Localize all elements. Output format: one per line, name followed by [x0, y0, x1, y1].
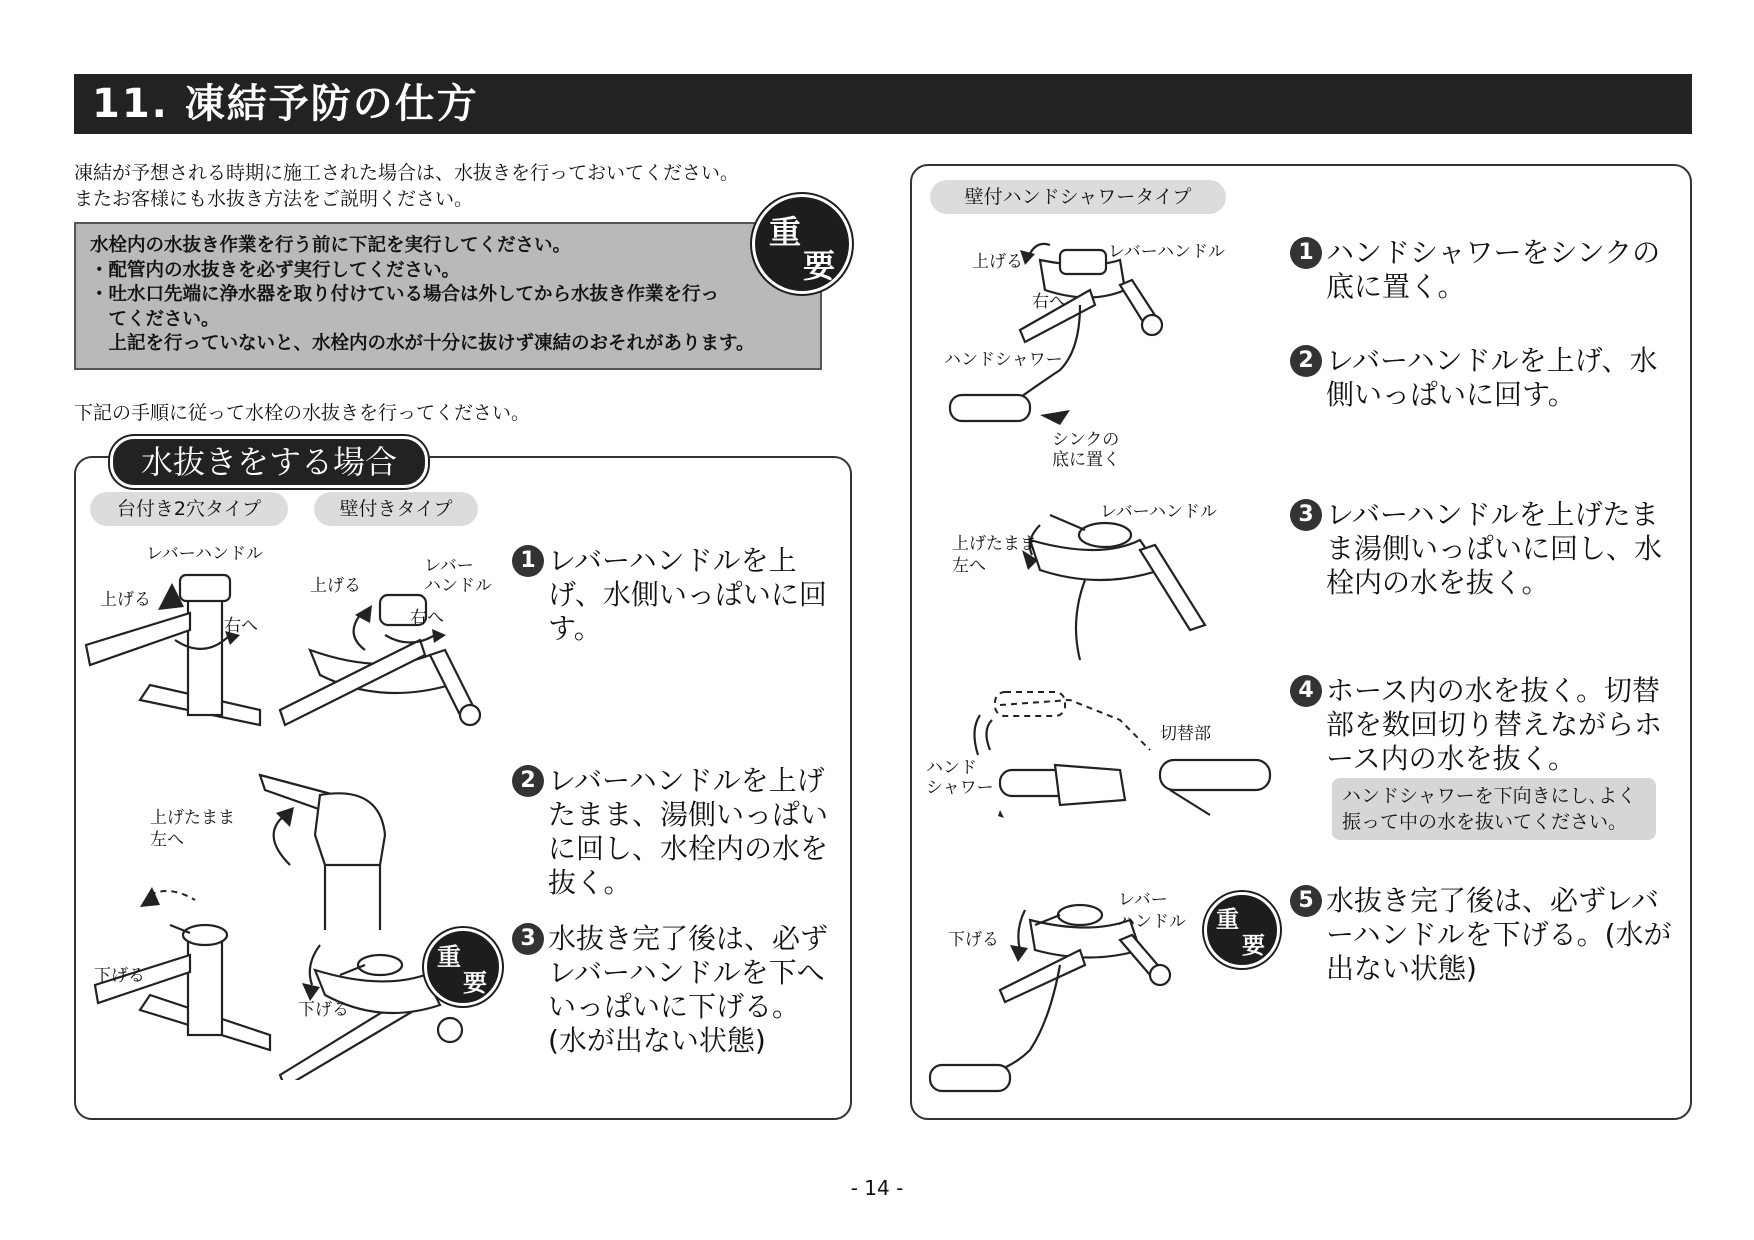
page-title: 11. 凍結予防の仕方 [74, 74, 1692, 134]
left-step-1 [512, 544, 842, 646]
warning-line-4: てください。 [90, 308, 220, 330]
step-number: 2 [1290, 345, 1322, 377]
r-label-lever: レバー [1118, 890, 1168, 910]
important-badge [752, 194, 852, 294]
label-raise-keep: 上げたまま [150, 808, 235, 828]
step-text: 水抜き完了後は、必ずレバーハンドルを下げる。(水が出ない状態) [1326, 884, 1672, 985]
step-number: 3 [1290, 499, 1322, 531]
label-lower: 下げる [94, 966, 145, 986]
right-step-2 [1290, 344, 1680, 412]
r-label-sink-bottom-2: 底に置く [1052, 450, 1120, 470]
step-number: 4 [1290, 675, 1322, 707]
badge-right-char-2: 要 [1242, 933, 1265, 959]
badge-left-char-1: 重 [437, 943, 461, 971]
wall-faucet-illustration-1 [280, 595, 480, 725]
intro-line-2: またお客様にも水抜き方法をご説明ください。 [74, 188, 474, 210]
right-step-1 [1290, 236, 1680, 304]
r-label-handle: ハンドル [1118, 912, 1186, 932]
important-badge-left [424, 928, 502, 1006]
label-raise: 上げる [100, 590, 151, 610]
r-label-left: 左へ [952, 556, 986, 576]
r-label-sink-bottom-1: シンクの [1052, 430, 1120, 450]
r-label-lower: 下げる [948, 930, 999, 950]
r-label-shower: シャワー [926, 778, 994, 798]
step-text: レバーハンドルを上げたまま湯側いっぱいに回し、水栓内の水を抜く。 [1326, 498, 1663, 599]
step-number: 2 [512, 765, 544, 797]
r-label-right: 右へ [1032, 292, 1066, 312]
label-left: 左へ [150, 830, 184, 850]
right-step-5 [1290, 884, 1680, 986]
label-lever-handle: レバーハンドル [146, 544, 263, 564]
r-label-lever-handle-2: レバーハンドル [1100, 502, 1217, 522]
r-label-hand-shower: ハンドシャワー [944, 350, 1063, 370]
r-label-switch: 切替部 [1160, 724, 1211, 744]
warning-line-5: 上記を行っていないと、水栓内の水が十分に抜けず凍結のおそれがあります。 [90, 333, 755, 354]
page-number: - 14 - [850, 1176, 904, 1200]
label-raise-wall: 上げる [310, 576, 361, 596]
left-step-2 [512, 764, 842, 900]
badge-left-char-2: 要 [463, 969, 487, 997]
r-label-raise-keep: 上げたまま [952, 534, 1037, 554]
label-lever: レバー [424, 556, 474, 576]
intro-line-1: 凍結が予想される時期に施工された場合は、水抜きを行っておいてください。 [74, 162, 740, 184]
step-text: ホース内の水を抜く。切替部を数回切り替えながらホース内の水を抜く。 [1326, 674, 1663, 775]
step-number: 3 [512, 923, 544, 955]
left-step-3 [512, 922, 842, 1058]
badge-right-char-1: 重 [1216, 907, 1239, 933]
step-text: 水抜き完了後は、必ずレバーハンドルを下へいっぱいに下げる。(水が出ない状態) [548, 922, 829, 1057]
lever-closeup-illustration [260, 775, 385, 930]
warning-box [74, 222, 822, 370]
warning-line-2: ・配管内の水抜きを必ず実行してください。 [90, 259, 461, 281]
important-badge-right [1204, 892, 1280, 968]
label-right: 右へ [224, 616, 258, 636]
right-step-3 [1290, 498, 1680, 600]
r-label-lever-handle-1: レバーハンドル [1108, 242, 1225, 262]
label-lower-wall: 下げる [298, 1000, 349, 1020]
tab-wall-type: 壁付きタイプ [314, 492, 478, 526]
label-right-wall: 右へ [410, 608, 444, 628]
warning-line-1: 水栓内の水抜き作業を行う前に下記を実行してください。 [90, 235, 572, 256]
warning-line-3: ・吐水口先端に浄水器を取り付けている場合は外してから水抜き作業を行っ [90, 284, 720, 305]
tab-deck-2hole: 台付き2穴タイプ [90, 492, 288, 526]
section-heading: 水抜きをする場合 [110, 436, 428, 488]
hand-shower-illustration-2 [1022, 515, 1205, 660]
right-step-4 [1290, 674, 1680, 776]
step-number: 1 [512, 545, 544, 577]
step-text: レバーハンドルを上げ、水側いっぱいに回す。 [1326, 344, 1658, 411]
intro-text [74, 160, 739, 212]
badge-char-1: 重 [769, 213, 802, 251]
label-handle: ハンドル [424, 576, 492, 596]
r-label-hand: ハンド [926, 758, 977, 778]
step-number: 5 [1290, 885, 1322, 917]
tab-wall-hand-shower: 壁付ハンドシャワータイプ [930, 180, 1226, 214]
hand-shower-illustration-3 [974, 692, 1270, 818]
badge-char-2: 要 [803, 247, 836, 285]
step-text: レバーハンドルを上げ、水側いっぱいに回す。 [548, 544, 827, 645]
step-text: ハンドシャワーをシンクの底に置く。 [1326, 236, 1661, 303]
r-label-raise: 上げる [972, 252, 1023, 272]
instruction-text: 下記の手順に従って水栓の水抜きを行ってください。 [74, 402, 531, 424]
shower-note: ハンドシャワーを下向きにし､よく振って中の水を抜いてください。 [1332, 778, 1656, 840]
step-text: レバーハンドルを上げたまま、湯側いっぱいに回し、水栓内の水を抜く。 [548, 764, 829, 899]
step-number: 1 [1290, 237, 1322, 269]
